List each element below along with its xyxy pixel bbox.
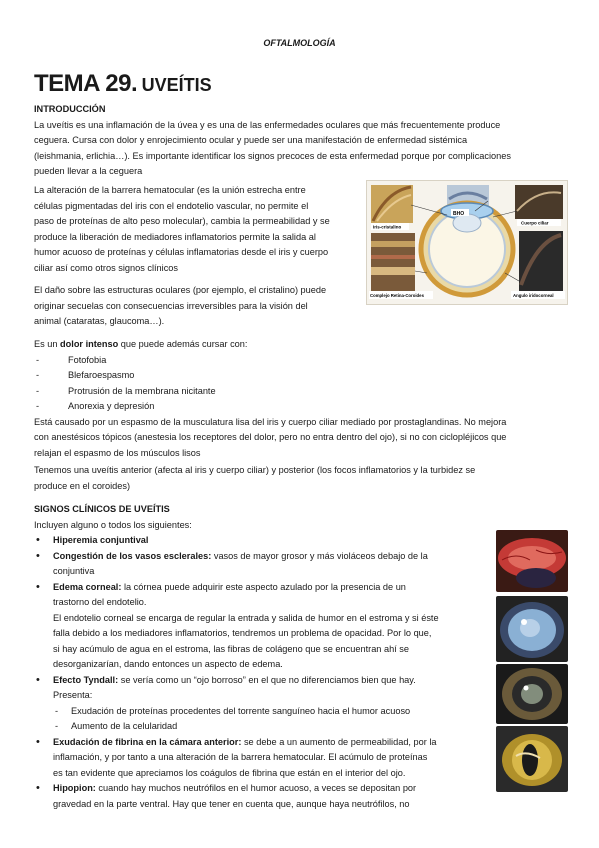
list-item: - Blefaroespasmo <box>34 368 564 384</box>
barrier-line: paso de proteínas de alto peso molecular), cambia la permeabilidad y se <box>34 216 330 226</box>
sign-text: Presenta: <box>53 690 93 700</box>
sign-congestion <box>34 549 494 580</box>
sign-hiperemia-label: Hiperemia conjuntival <box>53 535 149 545</box>
sign-tyndall-label: Efecto Tyndall: <box>53 674 119 685</box>
signs-section <box>34 502 494 812</box>
sign-fibrina <box>34 735 494 782</box>
signs-intro: Incluyen alguno o todos los siguientes: <box>34 519 192 530</box>
pain-cause-line: con anestésicos tópicos (anestesia los receptores del dolor, pero no entra dentro del ojo), si no con ciclopléjicos que <box>34 432 507 442</box>
types-line: Tenemos una uveítis anterior (afecta al iris y cuerpo ciliar) y posterior (los focos inflamatorios y la turbidez se <box>34 465 476 475</box>
pain-cause-line: Está causado por un espasmo de la musculatura lisa del iris y cuerpo ciliar mediado por prostaglandinas. No mejora <box>34 416 507 427</box>
damage-line: animal (cataratas, glaucoma…). <box>34 316 165 326</box>
pain-intro-pre: Es un <box>34 339 61 349</box>
sign-text: gravedad en la parte ventral. Hay que tener en cuenta que, aunque haya neutrófilos, no <box>53 798 410 809</box>
sign-text: El endotelio corneal se encarga de regular la entrada y salida de humor en el estroma y si éste <box>53 612 439 623</box>
tyndall-sublist <box>53 704 494 735</box>
sign-edema <box>34 580 494 673</box>
page-header: OFTALMOLOGÍA <box>263 38 336 48</box>
sign-hipopion <box>34 781 494 812</box>
barrier-line: ciliar así como otros signos clínicos <box>34 262 178 273</box>
signs-list <box>34 533 494 812</box>
sign-congestion-label: Congestión de los vasos esclerales: <box>53 550 212 561</box>
intro-line: (leishmania, erlichia…). Es importante identificar los signos precoces de esta enfermedad porque por complicaciones <box>34 150 511 161</box>
list-item: - Protrusión de la membrana nicitante <box>34 384 564 400</box>
sign-text: si hay acúmulo de agua en el estroma, las fibras de colágeno que se encuentran ahí se <box>53 643 409 654</box>
sign-text: trastorno del endotelio. <box>53 597 147 607</box>
tyndall-effect-photo <box>496 664 568 724</box>
types-paragraph <box>34 463 564 494</box>
pain-intro-post: que puede además cursar con: <box>118 339 248 349</box>
barrier-line: humor acuoso de proteínas y células inflamatorias desde el iris y cuerpo <box>34 247 329 257</box>
label-iris: Iris-cristalino <box>373 224 402 230</box>
ciliary-body-image <box>515 185 563 219</box>
intro-line: La uveítis es una inflamación de la úvea y es una de las enfermedades oculares que más frecuentemente produce <box>34 119 501 130</box>
damage-paragraph <box>34 283 359 330</box>
fibrin-exudation-photo <box>496 726 568 792</box>
iridocorneal-angle-image <box>519 231 563 291</box>
corneal-edema-photo <box>496 596 568 662</box>
eye-anatomy-diagram <box>367 181 567 304</box>
intro-section <box>34 102 564 180</box>
eye-anatomy-figure <box>366 180 568 305</box>
barrier-line: células pigmentadas del iris con el endotelio vascular, no permite el <box>34 200 309 211</box>
sign-text: desorganizarían, dando entonces un aspecto de edema. <box>53 659 283 669</box>
sign-text: vasos de mayor grosor y más violáceos debajo de la <box>211 550 428 561</box>
pain-intro <box>34 337 564 353</box>
barrier-line: La alteración de la barrera hematocular (es la unión estrecha entre <box>34 185 306 195</box>
label-ciliar: Cuerpo ciliar <box>521 220 549 226</box>
list-item: - Exudación de proteínas procedentes del torrente sanguíneo hacia el humor acuoso <box>53 704 494 720</box>
intro-heading: INTRODUCCIÓN <box>34 104 106 114</box>
barrier-paragraph <box>34 183 359 276</box>
pain-section <box>34 337 564 461</box>
list-item: - Fotofobia <box>34 353 564 369</box>
sign-hipopion-label: Hipopion: <box>53 783 96 793</box>
damage-line: El daño sobre las estructuras oculares (por ejemplo, el cristalino) puede <box>34 285 327 295</box>
types-line: produce en el coroides) <box>34 480 131 491</box>
label-angulo: Angulo iridocorneal <box>513 293 554 298</box>
damage-line: originar secuelas con consecuencias irreversibles para la visión del <box>34 300 308 311</box>
intro-line: ceguera. Cursa con dolor y enrojecimiento ocular y puede ser una manifestación de enfermedad sistémica <box>34 135 468 145</box>
sign-text: falla debido a los mediadores inflamatorios, tendremos un problema de opacidad. Por lo que, <box>53 628 432 638</box>
label-bho: BHO <box>453 211 465 217</box>
sign-edema-label: Edema corneal: <box>53 581 122 592</box>
page-title <box>34 70 212 98</box>
pain-intro-bold: dolor intenso <box>60 339 119 349</box>
sign-text: inflamación, y por tanto a una alteración de la barrera hematocular. El acúmulo de proteínas <box>53 752 428 762</box>
sign-text: se debe a un aumento de permeabilidad, por la <box>241 736 437 747</box>
sign-text: cuando hay muchos neutrófilos en el humor acuoso, a veces se depositan por <box>95 783 417 793</box>
sign-hiperemia <box>34 533 494 549</box>
intro-line: pueden llevar a la ceguera <box>34 166 143 176</box>
pain-symptom-list <box>34 353 564 415</box>
signs-heading: SIGNOS CLÍNICOS DE UVEÍTIS <box>34 504 170 514</box>
title-number: TEMA 29. <box>34 70 138 97</box>
list-item: - Anorexia y depresión <box>34 399 564 415</box>
sign-tyndall <box>34 673 494 735</box>
sign-fibrina-label: Exudación de fibrina en la cámara anterior: <box>53 736 242 747</box>
sign-text: la córnea puede adquirir este aspecto azulado por la presencia de un <box>121 581 406 592</box>
sign-text: es tan evidente que apreciamos los coágulos de fibrina que están en el interior del ojo. <box>53 767 406 778</box>
sign-text: se vería como un “ojo borroso” en el que no diferenciamos bien que hay. <box>118 674 416 685</box>
pain-cause-line: relajan el espasmo de los músculos lisos <box>34 447 201 458</box>
list-item: - Aumento de la celularidad <box>53 719 494 735</box>
title-name: UVEÍTIS <box>141 75 212 95</box>
conjunctival-hyperemia-photo <box>496 530 568 592</box>
barrier-line: produce la liberación de mediadores inflamatorios permite la salida al <box>34 231 316 242</box>
label-retina: Complejo Retina-Coroides <box>370 293 424 298</box>
sign-text: conjuntiva <box>53 566 95 576</box>
